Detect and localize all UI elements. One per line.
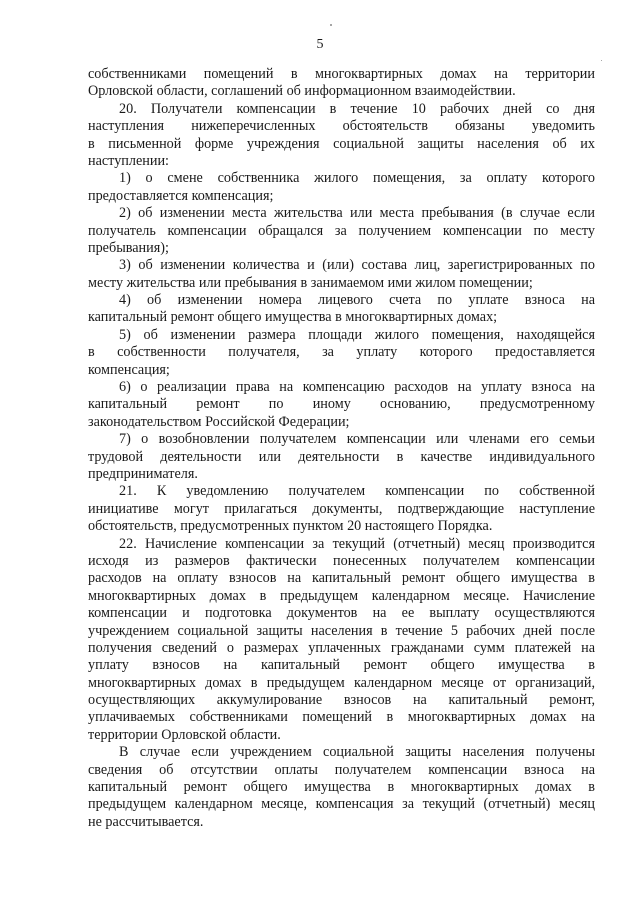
text-line: предоставляется компенсация; (88, 187, 274, 204)
list-item-2-start: 2) об изменении места жительства или места пребывания (в случае если (119, 205, 595, 222)
body-text (88, 66, 595, 831)
text-line: капитальный ремонт общего имущества в многоквартирных домах в (88, 779, 595, 796)
text-line: учреждением социальной защиты населения в течение 5 рабочих дней после (88, 622, 595, 639)
text-line: многоквартирных домах в предыдущем календарном месяце от организаций, (88, 674, 595, 691)
text-line: пребывания); (88, 239, 169, 256)
text-line: в письменной форме учреждения социальной защиты населения об их (88, 135, 595, 152)
list-item-5-start: 5) об изменении размера площади жилого помещения, находящейся (119, 326, 595, 343)
text-line: предыдущем календарном месяце, компенсация за текущий (отчетный) месяц (88, 796, 595, 813)
text-line: инициативе могут прилагаться документы, подтверждающие наступление (88, 500, 595, 517)
text-line: получения сведений о размерах уплаченных гражданами сумм платежей на (88, 639, 595, 656)
paragraph-21-start: 21. К уведомлению получателем компенсации по собственной (119, 483, 595, 500)
text-line: в собственности получателя, за уплату которого предоставляется (88, 344, 595, 361)
page-number: 5 (316, 37, 324, 52)
text-line: компенсации и подготовка документов на ее выплату осуществляются (88, 605, 595, 622)
list-item-6-start: 6) о реализации права на компенсацию расходов на уплату взноса на (119, 379, 595, 396)
text-line: расходов на оплату взносов на капитальный ремонт общего имущества в (88, 570, 595, 587)
text-line: наступления нижеперечисленных обстоятельств обязаны уведомить (88, 118, 595, 135)
text-line: получатель компенсации обращался за получением компенсации по месту (88, 222, 595, 239)
text-line: Орловской области, соглашений об информационном взаимодействии. (88, 83, 516, 100)
list-item-7-start: 7) о возобновлении получателем компенсации или членами его семьи (119, 431, 595, 448)
text-line: законодательством Российской Федерации; (88, 413, 350, 430)
text-line: предпринимателя. (88, 465, 198, 482)
text-line: собственниками помещений в многоквартирных домах на территории (88, 66, 595, 82)
paragraph-22-start: 22. Начисление компенсации за текущий (отчетный) месяц производится (119, 535, 595, 552)
text-line: исходя из размеров фактически понесенных получателем компенсации (88, 552, 595, 569)
text-line: сведения об отсутствии оплаты получателем компенсации взноса на (88, 761, 595, 778)
text-line: компенсация; (88, 361, 170, 378)
text-line: территории Орловской области. (88, 726, 281, 743)
text-line: уплату взносов на капитальный ремонт общего имущества в (88, 657, 595, 674)
text-line: месту жительства или пребывания в занимаемом ими жилом помещении; (88, 274, 533, 291)
text-line: трудовой деятельности или деятельности в качестве индивидуального (88, 448, 595, 465)
text-line: обстоятельств, предусмотренных пунктом 20 настоящего Порядка. (88, 518, 493, 535)
list-item-1-start: 1) о смене собственника жилого помещения, за оплату которого (119, 170, 595, 187)
scan-speck (330, 24, 332, 26)
list-item-3-start: 3) об изменении количества и (или) состава лиц, зарегистрированных по (119, 257, 595, 274)
text-line: осуществляющих аккумулирование взносов на капитальный ремонт, (88, 692, 595, 709)
scan-speck (601, 60, 602, 61)
list-item-4-start: 4) об изменении номера лицевого счета по уплате взноса на (119, 292, 595, 309)
text-line: не рассчитывается. (88, 813, 204, 830)
paragraph-last-start: В случае если учреждением социальной защиты населения получены (119, 744, 595, 761)
text-line: капитальный ремонт по иному основанию, предусмотренному (88, 396, 595, 413)
paragraph-20-start: 20. Получатели компенсации в течение 10 рабочих дней со дня (119, 100, 595, 117)
text-line: капитальный ремонт общего имущества в многоквартирных домах; (88, 309, 498, 326)
text-line: наступлении: (88, 152, 169, 169)
text-line: уплачиваемых собственниками помещений в многоквартирных домах на (88, 709, 595, 726)
text-line: многоквартирных домах в предыдущем календарном месяце. Начисление (88, 587, 595, 604)
